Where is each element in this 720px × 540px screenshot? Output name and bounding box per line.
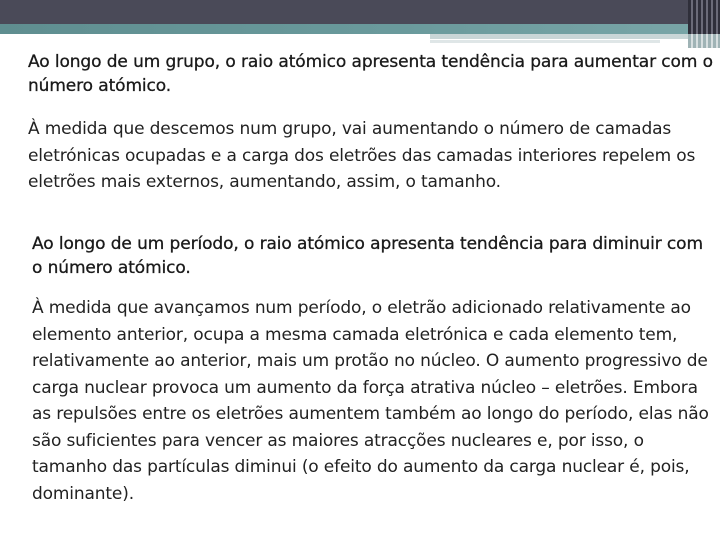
- group-trend-heading: Ao longo de um grupo, o raio atómico apresenta tendência para aumentar com o número atómico.: [28, 52, 713, 96]
- group-trend-explanation: À medida que descemos num grupo, vai aumentando o número de camadas eletrónicas ocupadas e a carga dos eletrões das camadas interiores repelem os eletrões mais externos, aumentando, assim, o tamanho.: [28, 119, 696, 192]
- period-trend-heading: Ao longo de um período, o raio atómico apresenta tendência para diminuir com o número atómico.: [32, 234, 703, 278]
- slide-accent-highlight: [430, 34, 700, 39]
- period-trend-explanation: À medida que avançamos num período, o eletrão adicionado relativamente ao elemento anterior, ocupa a mesma camada eletrónica e cada elemento tem, relativamente ao anterior, mais um protão no núcleo. O aumento progressivo de carga nuclear provoca um aumento da força atrativa núcleo – eletrões. Embora as repulsões entre os eletrões aumentem também ao longo do período, elas não são suficientes para vencer as maiores atracções nucleares e, por isso, o tamanho das partículas diminui (o efeito do aumento da carga nuclear é, pois, dominante).: [32, 298, 709, 504]
- slide-accent-band: [0, 24, 720, 34]
- period-trend-explanation-block: [32, 295, 712, 507]
- period-trend-heading-block: [32, 232, 718, 280]
- slide-accent-highlight-thin: [430, 40, 660, 43]
- slide-corner-stripes-fade: [688, 34, 720, 48]
- group-trend-heading-block: [28, 50, 714, 98]
- group-trend-explanation-block: [28, 116, 714, 196]
- slide-header-bar: [0, 0, 720, 24]
